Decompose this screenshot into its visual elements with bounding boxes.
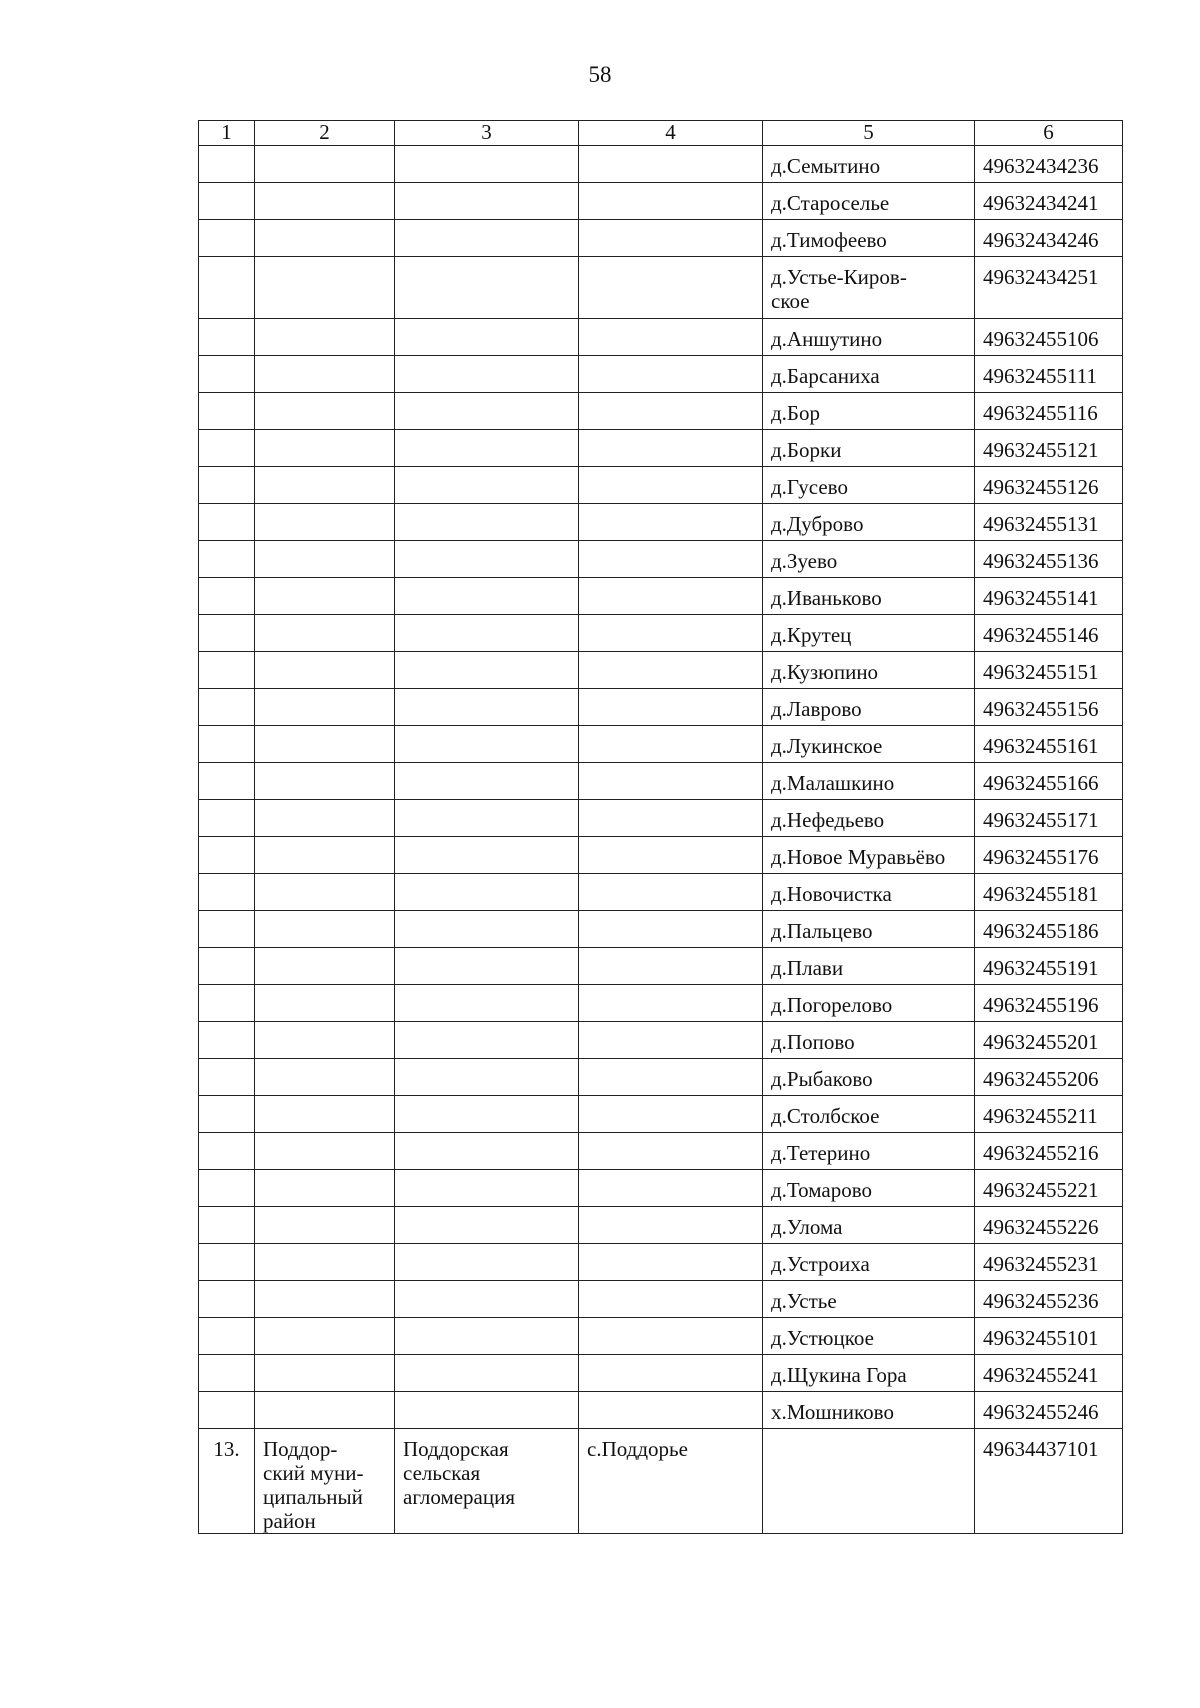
row-number-cell — [199, 1207, 255, 1244]
oktmo-code-cell: 49632434236 — [975, 146, 1123, 183]
table-row — [199, 1096, 1123, 1133]
center-cell — [579, 763, 763, 800]
district-cell — [255, 1244, 395, 1281]
table-row — [199, 146, 1123, 183]
agglomeration-cell — [395, 615, 579, 652]
row-number-cell — [199, 948, 255, 985]
table-row — [199, 183, 1123, 220]
table-row — [199, 1244, 1123, 1281]
row-number-cell — [199, 689, 255, 726]
table-row — [199, 652, 1123, 689]
center-cell — [579, 1059, 763, 1096]
row-number-cell — [199, 146, 255, 183]
settlement-name-cell: д.Кузюпино — [763, 652, 975, 689]
district-cell — [255, 1096, 395, 1133]
settlement-name-cell: д.Тетерино — [763, 1133, 975, 1170]
center-cell: с.Поддорье — [579, 1429, 763, 1534]
column-header: 6 — [975, 121, 1123, 146]
oktmo-code-cell: 49634437101 — [975, 1429, 1123, 1534]
row-number-cell — [199, 763, 255, 800]
center-cell — [579, 1207, 763, 1244]
table-body — [199, 146, 1123, 1534]
center-cell — [579, 689, 763, 726]
district-cell — [255, 467, 395, 504]
table-row — [199, 726, 1123, 763]
table-row — [199, 837, 1123, 874]
settlement-name-cell: д.Малашкино — [763, 763, 975, 800]
settlement-name-cell: д.Иваньково — [763, 578, 975, 615]
settlement-name-cell: д.Лукинское — [763, 726, 975, 763]
district-cell — [255, 1281, 395, 1318]
table-row — [199, 1392, 1123, 1429]
agglomeration-cell — [395, 911, 579, 948]
oktmo-code-cell: 49632455236 — [975, 1281, 1123, 1318]
oktmo-code-cell: 49632455206 — [975, 1059, 1123, 1096]
column-header: 4 — [579, 121, 763, 146]
district-cell — [255, 183, 395, 220]
table-row — [199, 257, 1123, 319]
settlement-name-cell: д.Семытино — [763, 146, 975, 183]
oktmo-code-cell: 49632434241 — [975, 183, 1123, 220]
district-cell — [255, 356, 395, 393]
settlement-name-cell: д.Томарово — [763, 1170, 975, 1207]
oktmo-code-cell: 49632434246 — [975, 220, 1123, 257]
oktmo-code-cell: 49632455246 — [975, 1392, 1123, 1429]
center-cell — [579, 1281, 763, 1318]
oktmo-code-cell: 49632455126 — [975, 467, 1123, 504]
district-cell — [255, 1133, 395, 1170]
district-cell — [255, 1355, 395, 1392]
agglomeration-cell — [395, 393, 579, 430]
row-number-cell — [199, 393, 255, 430]
oktmo-code-cell: 49632455191 — [975, 948, 1123, 985]
oktmo-code-cell: 49632434251 — [975, 257, 1123, 319]
center-cell — [579, 874, 763, 911]
row-number-cell — [199, 578, 255, 615]
center-cell — [579, 1096, 763, 1133]
district-cell — [255, 689, 395, 726]
header-row — [199, 121, 1123, 146]
agglomeration-cell — [395, 874, 579, 911]
table-row — [199, 800, 1123, 837]
row-number-cell — [199, 874, 255, 911]
table-row — [199, 1022, 1123, 1059]
oktmo-code-cell: 49632455121 — [975, 430, 1123, 467]
row-number-cell — [199, 615, 255, 652]
row-number-cell — [199, 985, 255, 1022]
settlement-name-cell: д.Бор — [763, 393, 975, 430]
settlement-name-cell: д.Плави — [763, 948, 975, 985]
settlement-name-cell: д.Лаврово — [763, 689, 975, 726]
center-cell — [579, 1170, 763, 1207]
district-cell: Поддор- ский муни- ципальный район — [255, 1429, 395, 1534]
center-cell — [579, 220, 763, 257]
row-number-cell — [199, 1022, 255, 1059]
district-cell — [255, 800, 395, 837]
settlement-name-cell: д.Аншутино — [763, 319, 975, 356]
row-number-cell — [199, 1355, 255, 1392]
row-number-cell — [199, 911, 255, 948]
table-row — [199, 1281, 1123, 1318]
center-cell — [579, 393, 763, 430]
row-number-cell — [199, 430, 255, 467]
center-cell — [579, 615, 763, 652]
agglomeration-cell — [395, 837, 579, 874]
agglomeration-cell — [395, 183, 579, 220]
agglomeration-cell — [395, 948, 579, 985]
center-cell — [579, 837, 763, 874]
agglomeration-cell — [395, 220, 579, 257]
table-row — [199, 393, 1123, 430]
oktmo-code-cell: 49632455216 — [975, 1133, 1123, 1170]
agglomeration-cell — [395, 689, 579, 726]
agglomeration-cell — [395, 541, 579, 578]
settlement-name-cell: д.Борки — [763, 430, 975, 467]
district-cell — [255, 1022, 395, 1059]
settlement-name-cell — [763, 1429, 975, 1534]
center-cell — [579, 183, 763, 220]
district-cell — [255, 1059, 395, 1096]
agglomeration-cell — [395, 1355, 579, 1392]
table-row — [199, 1170, 1123, 1207]
row-number-cell — [199, 1170, 255, 1207]
column-header: 2 — [255, 121, 395, 146]
settlement-name-cell: д.Крутец — [763, 615, 975, 652]
agglomeration-cell — [395, 1096, 579, 1133]
agglomeration-cell — [395, 430, 579, 467]
agglomeration-cell — [395, 257, 579, 319]
center-cell — [579, 1355, 763, 1392]
district-cell — [255, 504, 395, 541]
district-cell — [255, 430, 395, 467]
center-cell — [579, 257, 763, 319]
district-cell — [255, 319, 395, 356]
settlement-name-cell: д.Устье-Киров- ское — [763, 257, 975, 319]
settlement-name-cell: д.Устроиха — [763, 1244, 975, 1281]
oktmo-code-cell: 49632455226 — [975, 1207, 1123, 1244]
settlement-name-cell: д.Дуброво — [763, 504, 975, 541]
agglomeration-cell — [395, 1059, 579, 1096]
row-number-cell — [199, 467, 255, 504]
oktmo-code-cell: 49632455136 — [975, 541, 1123, 578]
center-cell — [579, 800, 763, 837]
agglomeration-cell — [395, 504, 579, 541]
table-row — [199, 1059, 1123, 1096]
district-cell — [255, 1207, 395, 1244]
agglomeration-cell — [395, 1318, 579, 1355]
oktmo-code-cell: 49632455101 — [975, 1318, 1123, 1355]
table-row — [199, 1355, 1123, 1392]
oktmo-code-cell: 49632455211 — [975, 1096, 1123, 1133]
district-cell — [255, 541, 395, 578]
center-cell — [579, 1392, 763, 1429]
center-cell — [579, 578, 763, 615]
oktmo-code-cell: 49632455176 — [975, 837, 1123, 874]
agglomeration-cell — [395, 356, 579, 393]
table-row — [199, 615, 1123, 652]
agglomeration-cell — [395, 763, 579, 800]
district-cell — [255, 763, 395, 800]
table-row — [199, 911, 1123, 948]
center-cell — [579, 504, 763, 541]
center-cell — [579, 467, 763, 504]
table-row — [199, 319, 1123, 356]
oktmo-code-cell: 49632455146 — [975, 615, 1123, 652]
agglomeration-cell — [395, 1207, 579, 1244]
oktmo-code-cell: 49632455111 — [975, 356, 1123, 393]
table-row — [199, 1318, 1123, 1355]
agglomeration-cell — [395, 652, 579, 689]
center-cell — [579, 948, 763, 985]
center-cell — [579, 1022, 763, 1059]
agglomeration-cell — [395, 1281, 579, 1318]
agglomeration-cell — [395, 319, 579, 356]
settlement-name-cell: д.Староселье — [763, 183, 975, 220]
oktmo-code-cell: 49632455231 — [975, 1244, 1123, 1281]
oktmo-code-cell: 49632455131 — [975, 504, 1123, 541]
oktmo-code-cell: 49632455161 — [975, 726, 1123, 763]
table-row — [199, 356, 1123, 393]
row-number-cell — [199, 1281, 255, 1318]
agglomeration-cell — [395, 467, 579, 504]
district-cell — [255, 220, 395, 257]
agglomeration-cell — [395, 146, 579, 183]
oktmo-code-cell: 49632455151 — [975, 652, 1123, 689]
district-cell — [255, 985, 395, 1022]
table-row — [199, 1133, 1123, 1170]
oktmo-code-cell: 49632455196 — [975, 985, 1123, 1022]
oktmo-code-cell: 49632455156 — [975, 689, 1123, 726]
table-row — [199, 763, 1123, 800]
settlement-name-cell: д.Рыбаково — [763, 1059, 975, 1096]
center-cell — [579, 726, 763, 763]
district-cell — [255, 1170, 395, 1207]
settlement-name-cell: д.Зуево — [763, 541, 975, 578]
district-cell — [255, 874, 395, 911]
row-number-cell — [199, 504, 255, 541]
oktmo-code-cell: 49632455171 — [975, 800, 1123, 837]
row-number-cell — [199, 541, 255, 578]
district-cell — [255, 837, 395, 874]
center-cell — [579, 430, 763, 467]
oktmo-code-cell: 49632455166 — [975, 763, 1123, 800]
agglomeration-cell — [395, 800, 579, 837]
center-cell — [579, 652, 763, 689]
table-row — [199, 430, 1123, 467]
settlement-name-cell: д.Устье — [763, 1281, 975, 1318]
district-cell — [255, 1392, 395, 1429]
settlement-name-cell: д.Тимофеево — [763, 220, 975, 257]
settlement-name-cell: д.Нефедьево — [763, 800, 975, 837]
row-number-cell — [199, 1318, 255, 1355]
table-row — [199, 467, 1123, 504]
row-number-cell — [199, 257, 255, 319]
oktmo-code-cell: 49632455141 — [975, 578, 1123, 615]
oktmo-code-cell: 49632455241 — [975, 1355, 1123, 1392]
row-number-cell — [199, 220, 255, 257]
column-header: 3 — [395, 121, 579, 146]
settlement-name-cell: д.Новое Муравьёво — [763, 837, 975, 874]
district-cell — [255, 578, 395, 615]
agglomeration-cell — [395, 578, 579, 615]
center-cell — [579, 911, 763, 948]
row-number-cell — [199, 1096, 255, 1133]
row-number-cell — [199, 837, 255, 874]
center-cell — [579, 356, 763, 393]
agglomeration-cell — [395, 1244, 579, 1281]
row-number-cell — [199, 652, 255, 689]
table-row — [199, 689, 1123, 726]
row-number-cell — [199, 356, 255, 393]
row-number-cell — [199, 1059, 255, 1096]
oktmo-code-cell: 49632455116 — [975, 393, 1123, 430]
district-cell — [255, 615, 395, 652]
row-number-cell — [199, 183, 255, 220]
row-number-cell — [199, 1133, 255, 1170]
district-cell — [255, 948, 395, 985]
settlement-name-cell: д.Новочистка — [763, 874, 975, 911]
settlements-table — [198, 120, 1123, 1534]
oktmo-code-cell: 49632455106 — [975, 319, 1123, 356]
district-cell — [255, 146, 395, 183]
center-cell — [579, 1318, 763, 1355]
agglomeration-cell — [395, 1170, 579, 1207]
row-number-cell — [199, 1392, 255, 1429]
oktmo-code-cell: 49632455201 — [975, 1022, 1123, 1059]
agglomeration-cell — [395, 1392, 579, 1429]
column-header: 1 — [199, 121, 255, 146]
table-row — [199, 541, 1123, 578]
settlement-name-cell: д.Улома — [763, 1207, 975, 1244]
row-number-cell — [199, 800, 255, 837]
center-cell — [579, 985, 763, 1022]
settlement-name-cell: д.Пальцево — [763, 911, 975, 948]
district-cell — [255, 1318, 395, 1355]
agglomeration-cell — [395, 726, 579, 763]
row-number-cell — [199, 319, 255, 356]
table-row — [199, 948, 1123, 985]
settlement-name-cell: д.Щукина Гора — [763, 1355, 975, 1392]
page-number: 58 — [588, 62, 612, 87]
table-row — [199, 504, 1123, 541]
oktmo-code-cell: 49632455186 — [975, 911, 1123, 948]
center-cell — [579, 541, 763, 578]
table-row — [199, 220, 1123, 257]
agglomeration-cell — [395, 1022, 579, 1059]
district-cell — [255, 726, 395, 763]
settlement-name-cell: д.Устюцкое — [763, 1318, 975, 1355]
center-cell — [579, 319, 763, 356]
district-cell — [255, 257, 395, 319]
settlement-name-cell: д.Гусево — [763, 467, 975, 504]
table-row — [199, 1207, 1123, 1244]
settlement-name-cell: д.Попово — [763, 1022, 975, 1059]
row-number-cell: 13. — [199, 1429, 255, 1534]
table-row — [199, 578, 1123, 615]
oktmo-code-cell: 49632455221 — [975, 1170, 1123, 1207]
district-cell — [255, 911, 395, 948]
settlement-name-cell: х.Мошниково — [763, 1392, 975, 1429]
center-cell — [579, 146, 763, 183]
agglomeration-cell — [395, 985, 579, 1022]
row-number-cell — [199, 726, 255, 763]
table-row — [199, 1429, 1123, 1534]
center-cell — [579, 1244, 763, 1281]
row-number-cell — [199, 1244, 255, 1281]
center-cell — [579, 1133, 763, 1170]
agglomeration-cell — [395, 1133, 579, 1170]
district-cell — [255, 393, 395, 430]
district-cell — [255, 652, 395, 689]
settlement-name-cell: д.Барсаниха — [763, 356, 975, 393]
settlement-name-cell: д.Столбское — [763, 1096, 975, 1133]
settlement-name-cell: д.Погорелово — [763, 985, 975, 1022]
table-row — [199, 985, 1123, 1022]
agglomeration-cell: Поддорская сельская агломерация — [395, 1429, 579, 1534]
column-header: 5 — [763, 121, 975, 146]
oktmo-code-cell: 49632455181 — [975, 874, 1123, 911]
table-row — [199, 874, 1123, 911]
